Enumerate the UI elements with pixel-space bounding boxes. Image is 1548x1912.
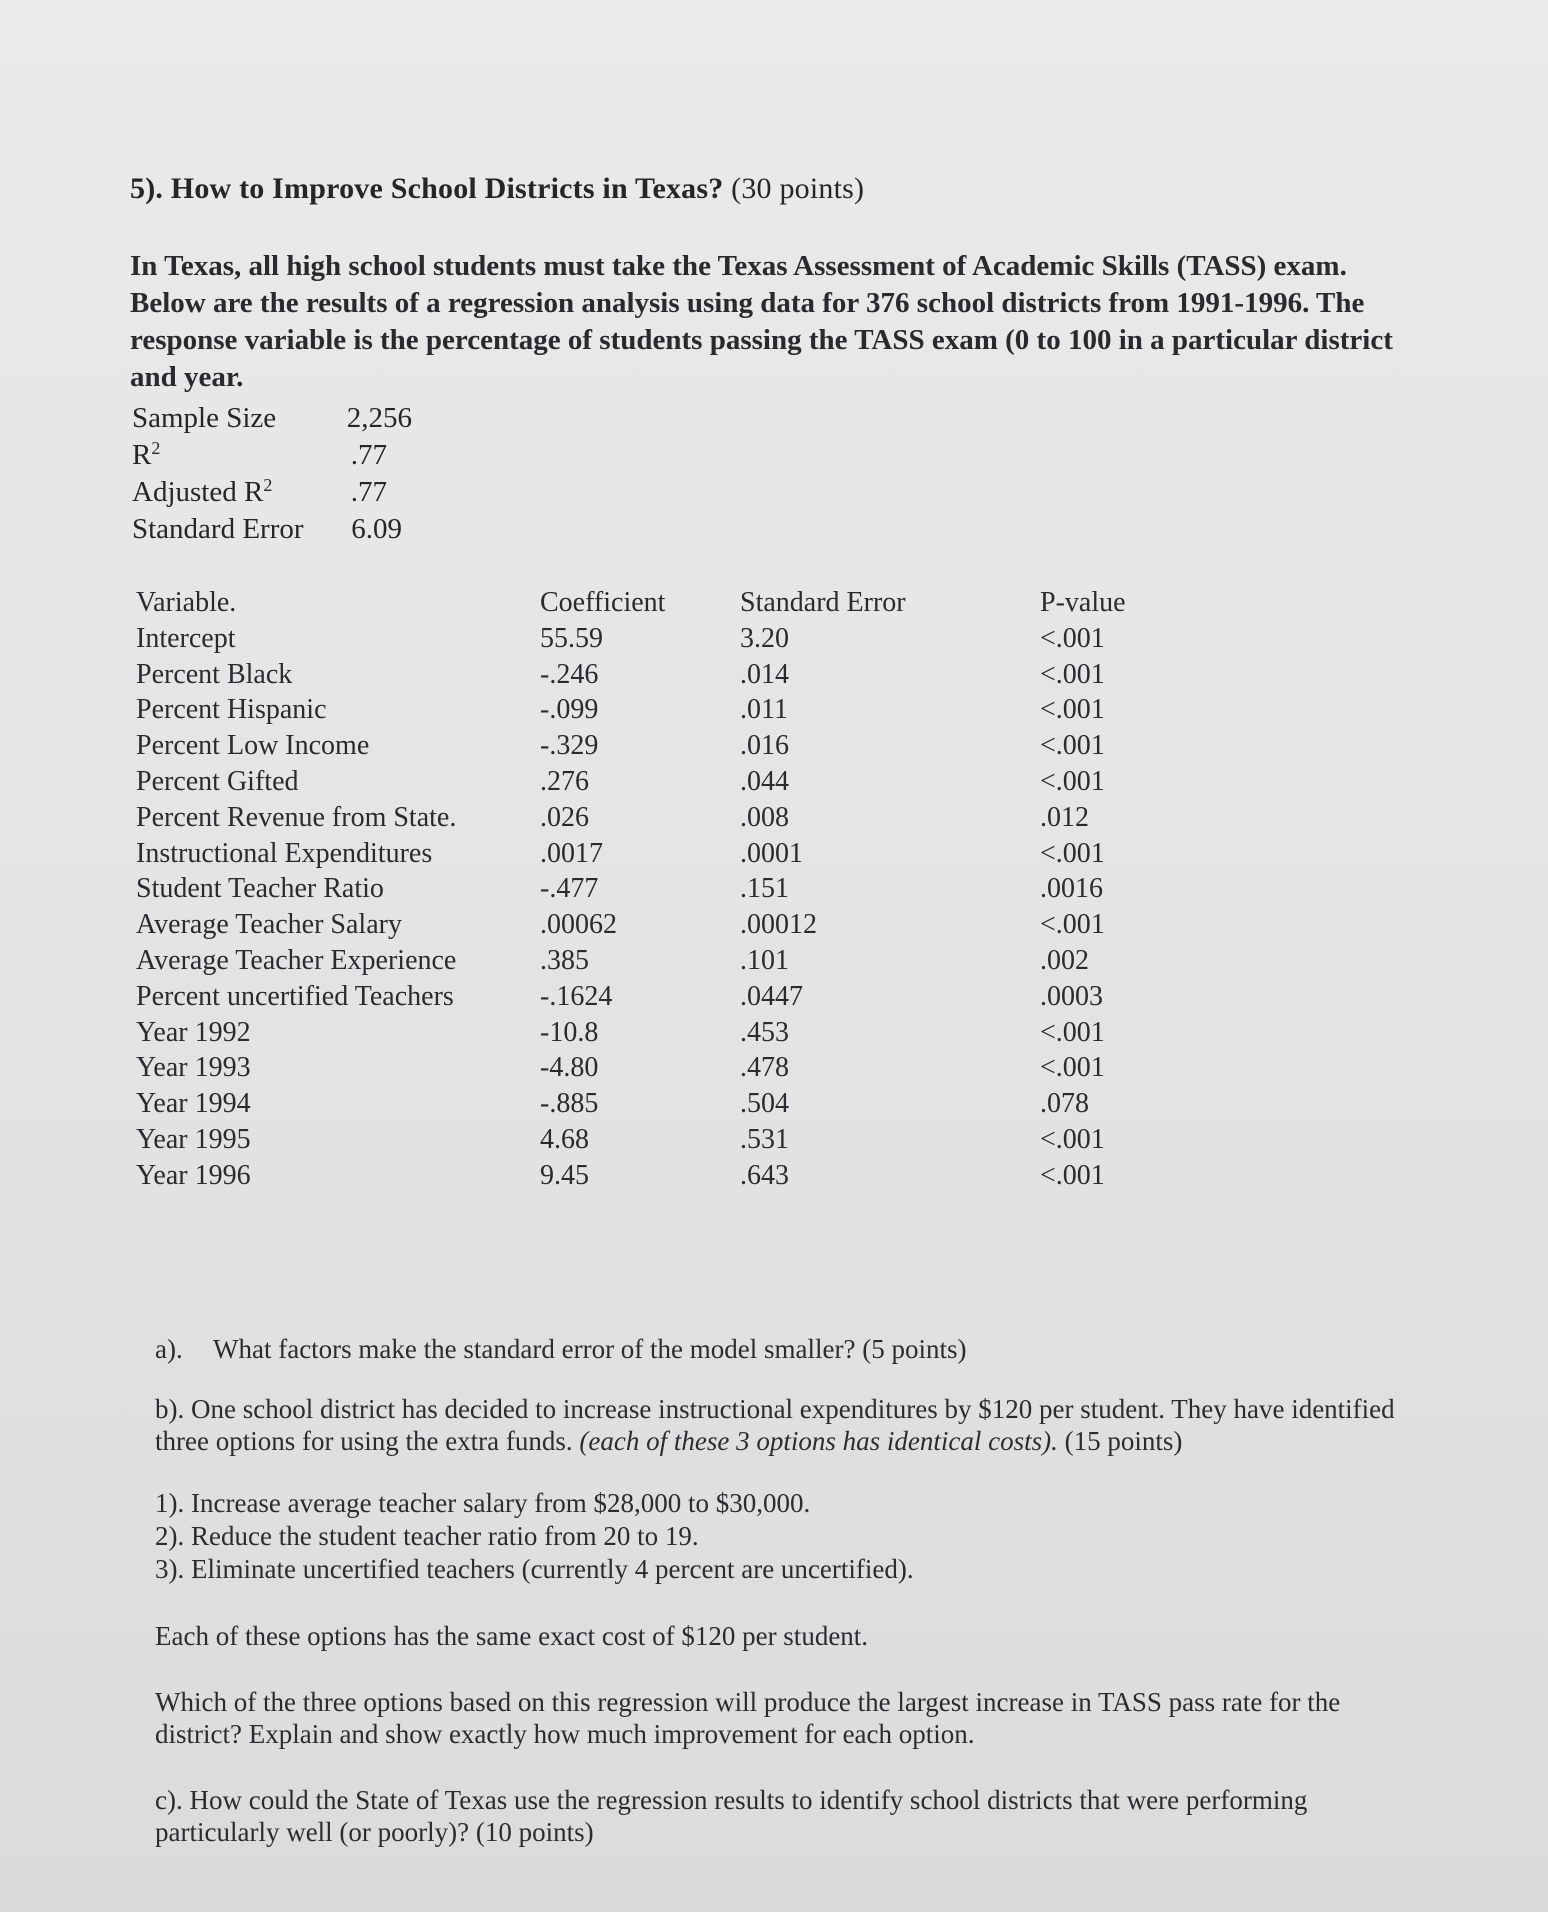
table-row: [136, 1050, 1180, 1086]
standard-error-cell: .151: [740, 873, 789, 905]
coefficient-cell: -4.80: [540, 1052, 599, 1084]
std-error-row: [132, 511, 412, 548]
table-row: [136, 621, 1180, 657]
variable-cell: Year 1993: [136, 1052, 251, 1084]
p-value-cell: <.001: [1040, 765, 1105, 797]
standard-error-cell: .008: [740, 801, 789, 833]
p-value-cell: <.001: [1040, 1159, 1105, 1191]
coefficient-cell: -.885: [540, 1088, 599, 1120]
variable-cell: Average Teacher Experience: [136, 944, 457, 976]
problem-title: [130, 172, 864, 206]
p-value-cell: <.001: [1040, 1016, 1105, 1048]
p-value-cell: <.001: [1040, 658, 1105, 690]
regression-table: [136, 585, 1180, 1194]
question-c: c). How could the State of Texas use the regression results to identify school districts that were performing particularly well (or poorly)? (10 points): [155, 1785, 1308, 1847]
coefficient-cell: 9.45: [540, 1159, 589, 1191]
table-row: [136, 907, 1180, 943]
p-value-cell: <.001: [1040, 1123, 1105, 1155]
std-error-label: Standard Error: [132, 513, 304, 545]
model-summary: [132, 400, 412, 548]
header-coefficient: Coefficient: [540, 587, 666, 618]
variable-cell: Percent Hispanic: [136, 694, 327, 726]
variable-cell: Percent uncertified Teachers: [136, 980, 454, 1012]
standard-error-cell: .504: [740, 1088, 789, 1120]
variable-cell: Percent Gifted: [136, 765, 299, 797]
option-item: 3). Eliminate uncertified teachers (currently 4 percent are uncertified).: [155, 1554, 914, 1584]
standard-error-cell: .101: [740, 944, 789, 976]
p-value-cell: <.001: [1040, 694, 1105, 726]
adj-r2-value: .77: [350, 476, 387, 508]
variable-cell: Percent Low Income: [136, 730, 370, 762]
table-row: [136, 1122, 1180, 1158]
standard-error-cell: .044: [740, 765, 789, 797]
question-b: [155, 1393, 1415, 1457]
standard-error-cell: .453: [740, 1016, 789, 1048]
table-row: [136, 1015, 1180, 1051]
coefficient-cell: .026: [540, 801, 589, 833]
regression-header-row: [136, 585, 1180, 621]
variable-cell: Year 1992: [136, 1016, 251, 1048]
table-row: [136, 764, 1180, 800]
variable-cell: Percent Revenue from State.: [136, 801, 457, 833]
problem-title-text: 5). How to Improve School Districts in Texas?: [130, 172, 724, 205]
coefficient-cell: -.1624: [540, 980, 613, 1012]
coefficient-cell: -.246: [540, 658, 599, 690]
p-value-cell: <.001: [1040, 730, 1105, 762]
standard-error-cell: 3.20: [740, 622, 789, 654]
which-option-question: Which of the three options based on this regression will produce the largest increase in TASS pass rate for the district? Explain and show exactly how much improvement for each option.: [155, 1687, 1341, 1749]
p-value-cell: <.001: [1040, 837, 1105, 869]
p-value-cell: .0003: [1040, 980, 1103, 1012]
header-p-value: P-value: [1040, 587, 1126, 618]
regression-body: [136, 621, 1180, 1194]
option-list: [155, 1487, 1415, 1586]
question-a: [155, 1333, 1415, 1365]
coefficient-cell: -10.8: [540, 1016, 599, 1048]
sample-size-row: [132, 400, 412, 437]
r2-label: $R^2$: [132, 438, 161, 471]
sample-size-label: Sample Size: [132, 402, 277, 434]
header-standard-error: Standard Error: [740, 587, 906, 618]
table-row: [136, 836, 1180, 872]
coefficient-cell: 4.68: [540, 1123, 589, 1155]
table-row: [136, 871, 1180, 907]
coefficient-cell: -.329: [540, 730, 599, 762]
table-row: [136, 728, 1180, 764]
variable-cell: Average Teacher Salary: [136, 909, 402, 941]
table-row: [136, 943, 1180, 979]
p-value-cell: .0016: [1040, 873, 1103, 905]
standard-error-cell: .478: [740, 1052, 789, 1084]
table-row: [136, 657, 1180, 693]
table-row: [136, 1086, 1180, 1122]
option-item: 1). Increase average teacher salary from $28,000 to $30,000.: [155, 1488, 811, 1518]
variable-cell: Intercept: [136, 622, 236, 654]
header-variable: Variable.: [136, 587, 237, 618]
table-row: [136, 692, 1180, 728]
sample-size-value: 2,256: [346, 402, 412, 434]
p-value-cell: .078: [1040, 1088, 1089, 1120]
p-value-cell: .002: [1040, 944, 1089, 976]
questions: [155, 1333, 1415, 1848]
cost-note: Each of these options has the same exact cost of $120 per student.: [155, 1621, 869, 1651]
p-value-cell: <.001: [1040, 622, 1105, 654]
option-item: 2). Reduce the student teacher ratio from 20 to 19.: [155, 1521, 699, 1551]
table-row: [136, 800, 1180, 836]
question-b-text: b). One school district has decided to increase instructional expenditures by $120 per student. They have identified three options for using the extra funds.: [155, 1394, 1395, 1456]
coefficient-cell: .0017: [540, 837, 603, 869]
standard-error-cell: .0447: [740, 980, 803, 1012]
variable-cell: Year 1995: [136, 1123, 251, 1155]
coefficient-cell: .276: [540, 765, 589, 797]
variable-cell: Year 1994: [136, 1088, 251, 1120]
standard-error-cell: .014: [740, 658, 789, 690]
problem-points: (30 points): [731, 172, 865, 205]
variable-cell: Instructional Expenditures: [136, 837, 433, 869]
r2-row: [132, 437, 412, 474]
coefficient-cell: -.477: [540, 873, 599, 905]
question-b-italic: (each of these 3 options has identical costs).: [579, 1426, 1058, 1456]
adj-r2-label: Adjusted $R^2$: [132, 475, 273, 508]
table-row: [136, 979, 1180, 1015]
variable-cell: Student Teacher Ratio: [136, 873, 384, 905]
p-value-cell: <.001: [1040, 909, 1105, 941]
standard-error-cell: .011: [740, 694, 788, 726]
question-a-text: What factors make the standard error of the model smaller? (5 points): [213, 1334, 967, 1364]
variable-cell: Year 1996: [136, 1159, 251, 1191]
coefficient-cell: .00062: [540, 909, 617, 941]
coefficient-cell: -.099: [540, 694, 599, 726]
standard-error-cell: .00012: [740, 909, 817, 941]
question-a-letter: a).: [155, 1334, 183, 1364]
coefficient-cell: .385: [540, 944, 589, 976]
adj-r2-row: [132, 474, 412, 511]
table-row: [136, 1158, 1180, 1194]
standard-error-cell: .0001: [740, 837, 803, 869]
question-b-points: (15 points): [1064, 1426, 1183, 1456]
p-value-cell: .012: [1040, 801, 1089, 833]
standard-error-cell: .643: [740, 1159, 789, 1191]
r2-value: .77: [350, 439, 387, 471]
standard-error-cell: .531: [740, 1123, 789, 1155]
problem-intro: In Texas, all high school students must take the Texas Assessment of Academic Skills (TASS) exam. Below are the results of a regression analysis using data for 376 school districts from 1991-1996. The response variable is the percentage of students passing the TASS exam (0 to 100 in a particular district and year.: [130, 250, 1393, 393]
coefficient-cell: 55.59: [540, 622, 603, 654]
std-error-value: 6.09: [351, 513, 402, 545]
variable-cell: Percent Black: [136, 658, 293, 690]
standard-error-cell: .016: [740, 730, 789, 762]
p-value-cell: <.001: [1040, 1052, 1105, 1084]
